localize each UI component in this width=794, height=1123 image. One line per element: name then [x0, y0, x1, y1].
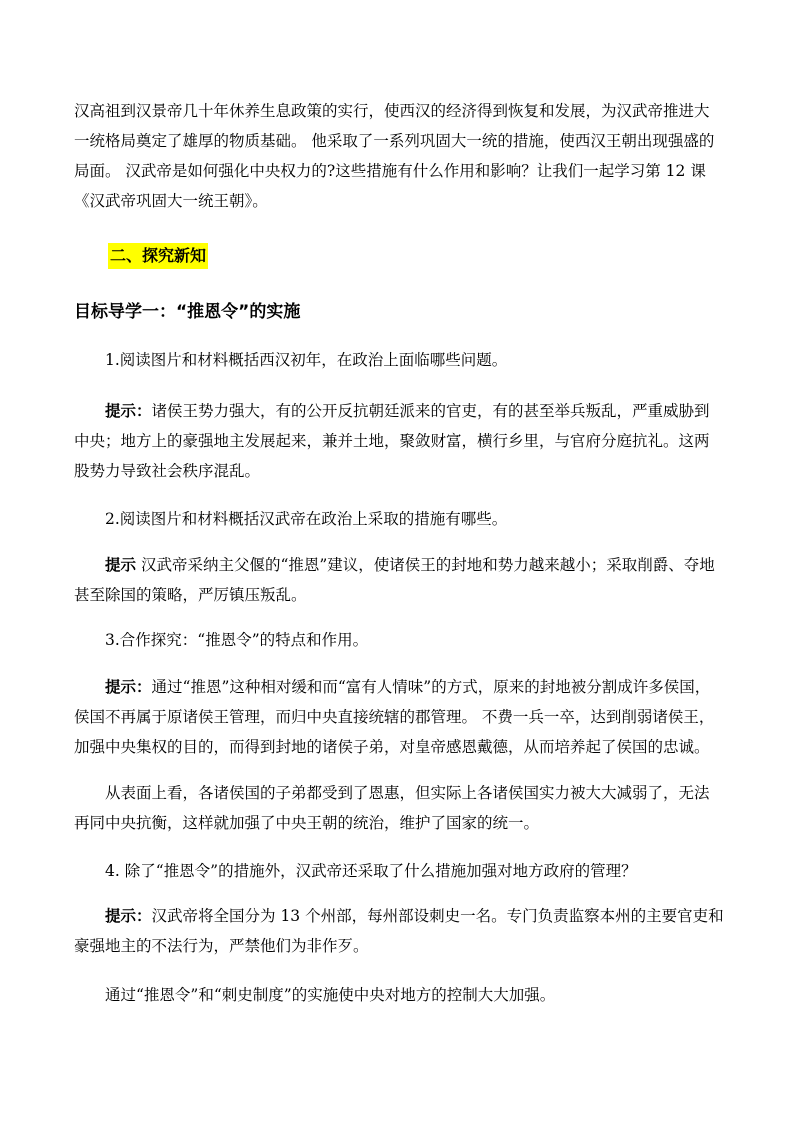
hint-label: 提示：	[105, 677, 152, 696]
section-heading: 二、探究新知	[108, 243, 208, 269]
answer-4	[74, 901, 724, 961]
conclusion-text: 通过“推恩令”和“刺史制度”的实施使中央对地方的控制大大加强。	[105, 986, 556, 1004]
answer-1-text: 诸侯王势力强大，有的公开反抗朝廷派来的官吏，有的甚至举兵叛乱，严重威胁到中央；地方上的豪强地主发展起来，兼并土地，聚敛财富，横行乡里，与官府分庭抗礼。这两股势力导致社会秩序混乱。	[74, 402, 710, 480]
question-3	[105, 625, 725, 655]
conclusion	[105, 980, 725, 1010]
question-2-text: 2.阅读图片和材料概括汉武帝在政治上采取的措施有哪些。	[105, 510, 508, 528]
answer-4-text: 汉武帝将全国分为 13 个州部，每州部设刺史一名。专门负责监察本州的主要官吏和豪强地主的不法行为，严禁他们为非作歹。	[74, 907, 724, 955]
question-1	[105, 345, 725, 375]
answer-3-continued-text: 从表面上看，各诸侯国的子弟都受到了恩惠，但实际上各诸侯国实力被大大减弱了，无法再同中央抗衡，这样就加强了中央王朝的统治，维护了国家的统一。	[74, 784, 710, 832]
answer-1	[74, 396, 724, 486]
hint-label: 提示	[105, 555, 137, 574]
answer-3-text: 通过“推恩”这种相对缓和而“富有人情味”的方式，原来的封地被分割成许多侯国，侯国不再属于原诸侯王管理，而归中央直接统辖的郡管理。 不费一兵一卒，达到削弱诸侯王，加强中央集权的目的，而得到封地的诸侯子弟，对皇帝感恩戴德，从而培养起了侯国的忠诚。	[74, 678, 715, 756]
question-2	[105, 504, 725, 534]
question-1-text: 1.阅读图片和材料概括西汉初年，在政治上面临哪些问题。	[105, 351, 508, 369]
hint-label: 提示：	[105, 906, 152, 925]
intro-text: 汉高祖到汉景帝几十年休养生息政策的实行，使西汉的经济得到恢复和发展，为汉武帝推进大一统格局奠定了雄厚的物质基础。 他采取了一系列巩固大一统的措施，使西汉王朝出现强盛的局面。 汉武帝是如何强化中央权力的?这些措施有什么作用和影响？让我们一起学习第 12 课《汉武帝巩固大一统王朝》。	[74, 102, 715, 210]
goal-heading: 目标导学一：“推恩令”的实施	[74, 302, 301, 322]
question-4-text: 4. 除了“推恩令”的措施外，汉武帝还采取了什么措施加强对地方政府的管理？	[105, 862, 637, 880]
answer-2-text: 汉武帝采纳主父偃的“推恩”建议，使诸侯王的封地和势力越来越小；采取削爵、夺地甚至除国的策略，严厉镇压叛乱。	[74, 556, 715, 604]
answer-3	[74, 672, 724, 762]
answer-2	[74, 550, 724, 610]
question-4	[105, 856, 725, 886]
question-3-text: 3.合作探究：“推恩令”的特点和作用。	[105, 631, 369, 649]
intro-paragraph	[74, 96, 724, 216]
answer-3-continued	[74, 778, 724, 838]
hint-label: 提示：	[105, 401, 152, 420]
